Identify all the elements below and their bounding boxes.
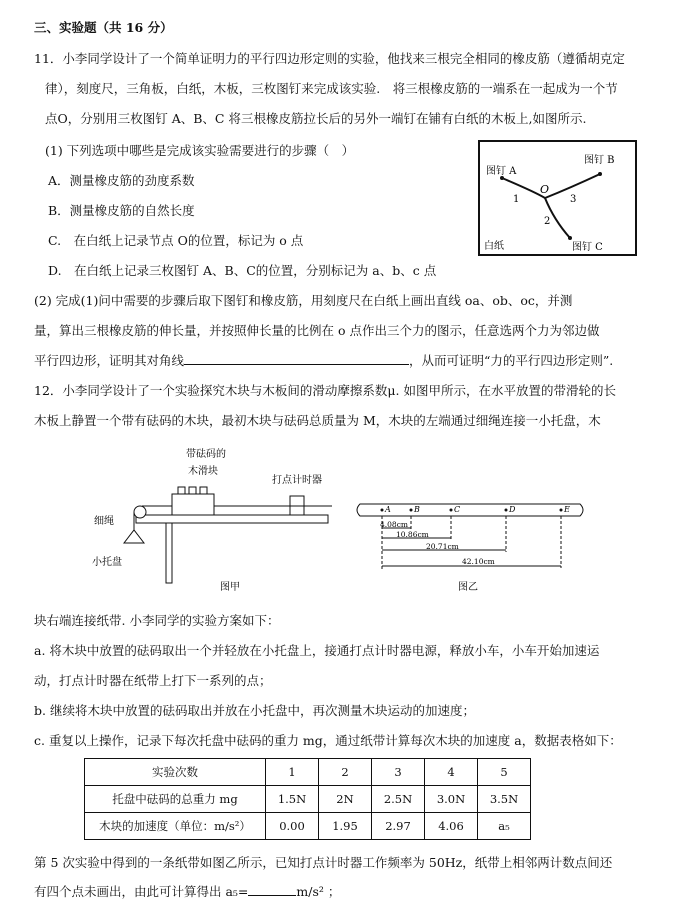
block-label-1: 带砝码的	[186, 449, 226, 460]
q12-step-a-line2: 动，打点计时器在纸带上打下一系列的点；	[34, 673, 272, 688]
q12-final-line2-b: m/s² ；	[296, 884, 341, 899]
timer-label: 打点计时器	[272, 475, 322, 486]
table-cell: 1.95	[319, 813, 372, 840]
block-label-2: 木滑块	[188, 466, 218, 477]
tray-label: 小托盘	[92, 557, 122, 568]
q12-step-a-line1: a. 将木块中放置的砝码取出一个并轻放在小托盘上，接通打点计时器电源，释放小车，小车开始加速运	[34, 643, 600, 658]
table-cell: 实验次数	[85, 759, 266, 786]
q11-option-a[interactable]: A．测量橡皮筋的劲度系数	[48, 173, 195, 188]
q11-stem-line1: 11．小李同学设计了一个简单证明力的平行四边形定则的实验，他找来三根完全相同的橡皮筋（遵循胡克定	[34, 51, 625, 66]
answer-blank-a5[interactable]	[248, 884, 296, 896]
q11-option-c[interactable]: C. 在白纸上记录节点 O的位置，标记为 o 点	[48, 233, 304, 248]
q12-final-line1: 第 5 次实验中得到的一条纸带如图乙所示，已知打点计时器工作频率为 50Hz，纸带上相邻两计数点间还	[34, 855, 613, 870]
caption-yi: 图乙	[458, 582, 478, 593]
table-cell: 4.06	[425, 813, 478, 840]
answer-blank-diagonal[interactable]	[184, 353, 409, 365]
pin-b-label: 图钉 B	[584, 155, 615, 166]
figure-yi	[352, 498, 592, 600]
table-cell: 3.5N	[478, 786, 531, 813]
q11-sub2-line3-a: 平行四边形，证明其对角线	[34, 353, 185, 368]
section-title: 三、实验题（共 16 分）	[34, 20, 173, 35]
q11-figure	[478, 140, 637, 256]
q12-stem-line2: 木板上静置一个带有砝码的木块，最初木块与砝码总质量为 M，木块的左端通过细绳连接一小托盘，木	[34, 413, 601, 428]
table-cell: 1.5N	[266, 786, 319, 813]
q12-stem-line3: 块右端连接纸带. 小李同学的实验方案如下：	[34, 613, 280, 628]
table-cell: 5	[478, 759, 531, 786]
q12-final-line2	[34, 884, 340, 900]
q11-sub2-line3-b: ，从而可证明“力的平行四边形定则”.	[409, 353, 614, 368]
dist-ab: 4.08cm	[380, 520, 409, 529]
table-cell: 4	[425, 759, 478, 786]
table-cell: 2	[319, 759, 372, 786]
band-2-label: 2	[544, 216, 551, 227]
point-a: A	[385, 505, 391, 514]
q11-sub2-line3	[34, 353, 613, 369]
q11-option-b[interactable]: B．测量橡皮筋的自然长度	[48, 203, 195, 218]
figure-jia	[80, 440, 340, 600]
q11-option-d[interactable]: D. 在白纸上记录三枚图钉 A、B、C的位置，分别标记为 a、b、c 点	[48, 263, 437, 278]
table-cell: a₅	[478, 813, 531, 840]
table-cell: 3	[372, 759, 425, 786]
data-table	[84, 758, 531, 840]
table-cell: 木块的加速度（单位：m/s²）	[85, 813, 266, 840]
q12-step-b: b. 继续将木块中放置的砝码取出并放在小托盘中，再次测量木块运动的加速度；	[34, 703, 475, 718]
q12-step-c: c. 重复以上操作，记录下每次托盘中砝码的重力 mg，通过纸带计算每次木块的加速度 a，数据表格如下：	[34, 733, 622, 748]
pin-a-label: 图钉 A	[486, 166, 517, 177]
q11-stem-line3: 点O，分别用三枚图钉 A、B、C 将三根橡皮筋拉长后的另外一端钉在铺有白纸的木板上,如图所示.	[45, 111, 587, 126]
rope-label: 细绳	[94, 516, 114, 527]
dist-ac: 10.86cm	[396, 530, 429, 539]
point-e: E	[564, 505, 570, 514]
point-c: C	[454, 505, 461, 514]
q11-sub2-line1: (2) 完成(1)问中需要的步骤后取下图钉和橡皮筋，用刻度尺在白纸上画出直线 oa、ob、oc，并测	[34, 293, 573, 308]
table-cell: 3.0N	[425, 786, 478, 813]
q11-sub2-line2: 量，算出三根橡皮筋的伸长量，并按照伸长量的比例在 o 点作出三个力的图示，任意选两个力为邻边做	[34, 323, 600, 338]
table-row	[85, 759, 531, 786]
dist-ae: 42.10cm	[462, 557, 495, 566]
q12-final-line2-a: 有四个点未画出，由此可计算得出 a₅=	[34, 884, 249, 899]
table-cell: 2N	[319, 786, 372, 813]
table-row	[85, 786, 531, 813]
table-row	[85, 813, 531, 840]
table-cell: 0.00	[266, 813, 319, 840]
paper-label: 白纸	[484, 241, 504, 252]
q11-stem-line2: 律），刻度尺，三角板，白纸，木板，三枚图钉来完成该实验. 将三根橡皮筋的一端系在一起成为一个节	[45, 81, 618, 96]
table-cell: 托盘中砝码的总重力 mg	[85, 786, 266, 813]
caption-jia: 图甲	[220, 582, 240, 593]
dist-ad: 20.71cm	[426, 542, 459, 551]
q12-stem-line1: 12．小李同学设计了一个实验探究木块与木板间的滑动摩擦系数μ. 如图甲所示，在水平放置的带滑轮的长	[34, 383, 616, 398]
pin-c-label: 图钉 C	[572, 242, 603, 253]
q11-sub1: (1) 下列选项中哪些是完成该实验需要进行的步骤（ ）	[45, 143, 355, 158]
point-d: D	[509, 505, 516, 514]
table-cell: 1	[266, 759, 319, 786]
band-1-label: 1	[513, 194, 520, 205]
table-cell: 2.5N	[372, 786, 425, 813]
node-o-label: O	[540, 183, 550, 196]
table-cell: 2.97	[372, 813, 425, 840]
band-3-label: 3	[570, 194, 577, 205]
point-b: B	[414, 505, 420, 514]
